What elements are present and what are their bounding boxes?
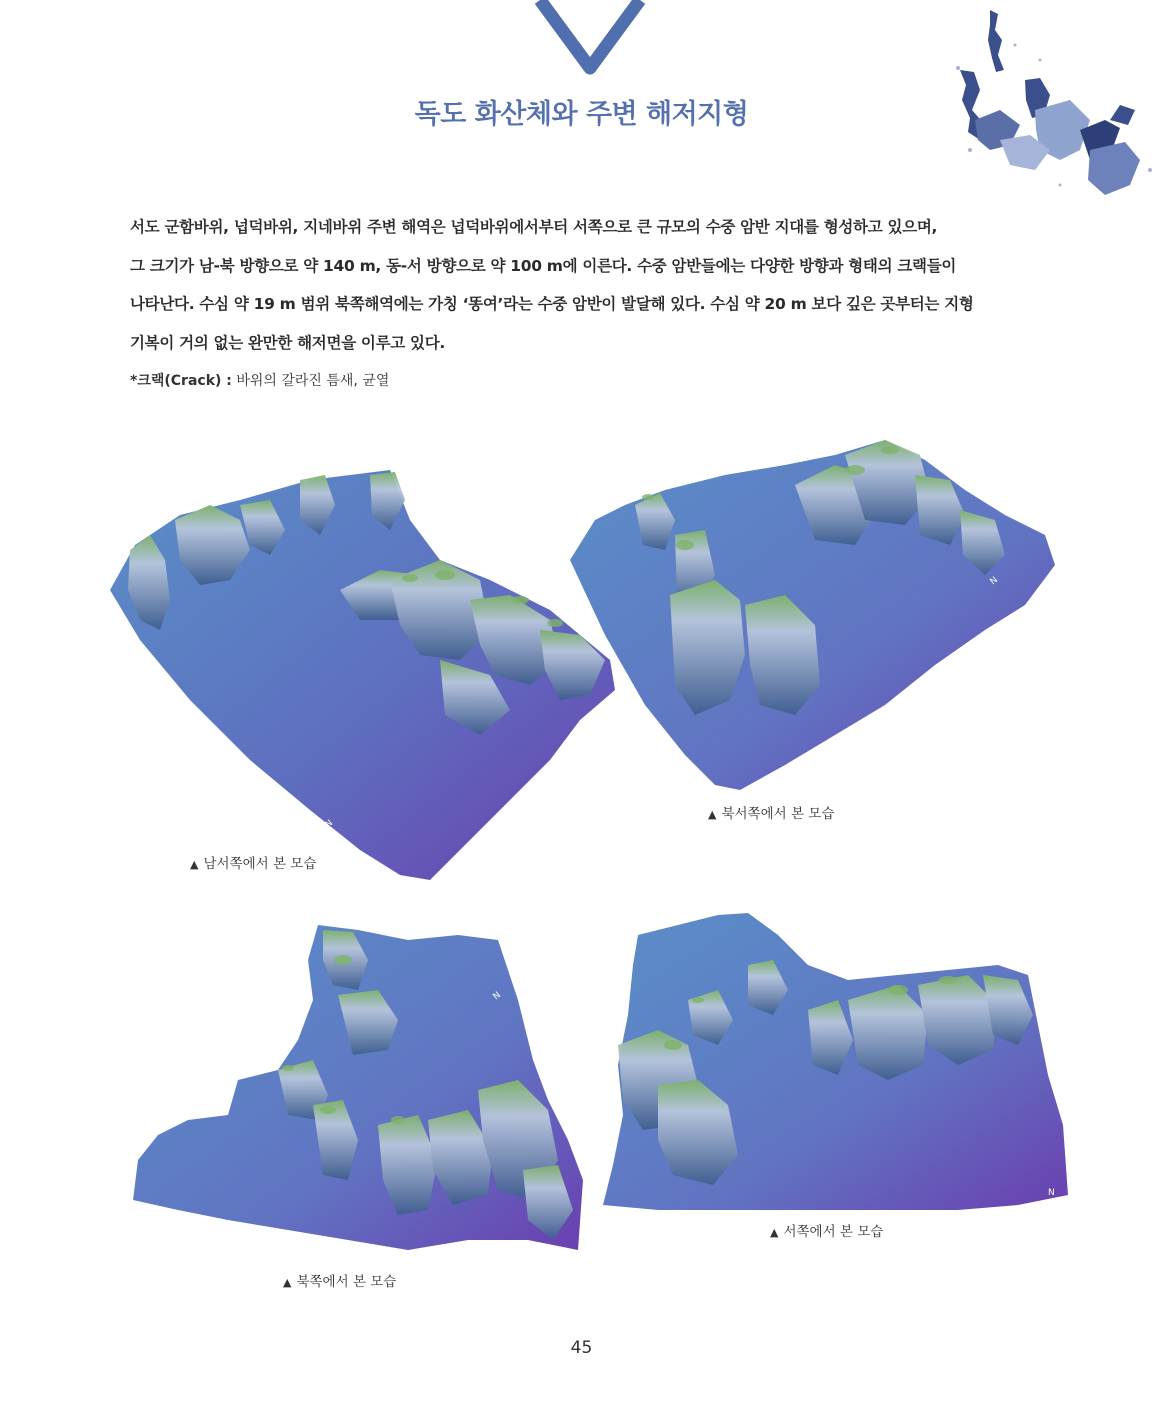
triangle-marker-icon: ▲ [283, 1276, 292, 1289]
figure-caption [708, 802, 834, 822]
triangle-marker-icon: ▲ [770, 1226, 779, 1239]
svg-text:N: N [988, 575, 1001, 588]
terrain-image-west [598, 905, 1073, 1215]
chevron-decoration [520, 0, 660, 80]
figure-caption-text: 북서쪽에서 본 모습 [721, 806, 835, 822]
page-number: 45 [570, 1338, 593, 1358]
svg-text:N: N [491, 990, 504, 1003]
terrain-image-southwest [110, 460, 620, 890]
terrain-image-northwest [565, 435, 1060, 795]
terrain-image-north [128, 920, 588, 1260]
triangle-marker-icon: ▲ [190, 858, 199, 871]
footnote [130, 370, 389, 390]
footnote-term: *크랙(Crack) : [130, 373, 232, 389]
figure-caption-text: 남서쪽에서 본 모습 [203, 856, 317, 872]
footnote-definition: 바위의 갈라진 틈새, 균열 [231, 373, 390, 389]
svg-text:N: N [1048, 1188, 1055, 1198]
body-line: 서도 군함바위, 넙덕바위, 지네바위 주변 해역은 넙덕바위에서부터 서쪽으로 큰 규모의 수중 암반 지대를 형성하고 있으며, [130, 218, 938, 236]
figure-caption-text: 서쪽에서 본 모습 [783, 1224, 884, 1240]
figure-caption-text: 북쪽에서 본 모습 [296, 1274, 397, 1290]
body-paragraph [130, 208, 1070, 362]
figure-caption [190, 852, 316, 872]
figure-caption [770, 1220, 883, 1240]
triangle-marker-icon: ▲ [708, 808, 717, 821]
body-line: 기복이 거의 없는 완만한 해저면을 이루고 있다. [130, 333, 445, 352]
page-title: 독도 화산체와 주변 해저지형 [414, 99, 749, 130]
figure-caption [283, 1270, 396, 1290]
body-line: 그 크기가 남-북 방향으로 약 140 m, 동-서 방향으로 약 100 m에 이른다. 수중 암반들에는 다양한 방향과 형태의 크랙들이 [130, 256, 957, 275]
svg-text:N: N [323, 818, 336, 831]
body-line: 나타난다. 수심 약 19 m 범위 북쪽해역에는 가칭 ‘똥여’라는 수중 암반이 발달해 있다. 수심 약 20 m 보다 깊은 곳부터는 지형 [130, 295, 974, 313]
